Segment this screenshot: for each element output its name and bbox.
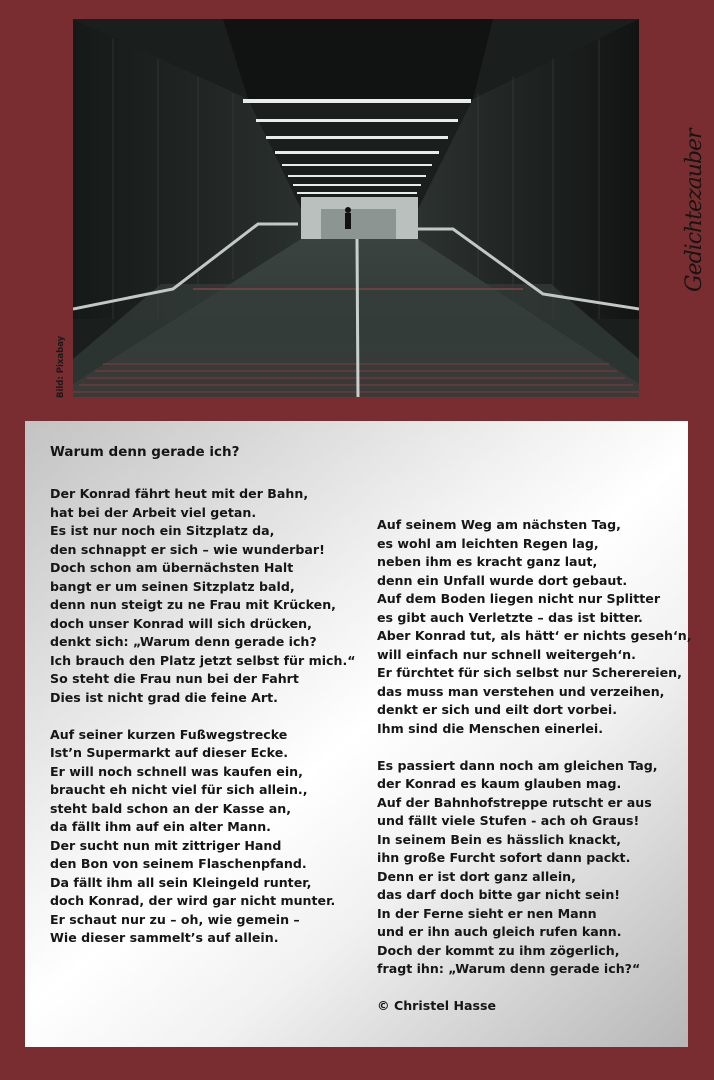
stanza-2	[50, 726, 356, 948]
poem-line: Aber Konrad tut, als hätt‘ er nichts geseh‘n,	[377, 628, 692, 643]
poem-line: Der sucht nun mit zittriger Hand	[50, 837, 282, 853]
signature-logo: Gedichtezauber	[682, 129, 707, 292]
poem-panel	[25, 421, 692, 1047]
poem-line: doch Konrad, der wird gar nicht munter.	[50, 893, 336, 908]
poem-line: Der Konrad fährt heut mit der Bahn,	[50, 486, 309, 501]
poem-line: neben ihm es kracht ganz laut,	[377, 554, 598, 569]
poem-line: es wohl am leichten Regen lag,	[377, 535, 599, 551]
poem-line: Doch der kommt zu ihm zögerlich,	[377, 942, 620, 958]
poem-line: Er schaut nur zu – oh, wie gemein –	[50, 911, 300, 927]
poem-column-left	[50, 485, 356, 966]
stanza-4	[377, 757, 692, 979]
poem-line: der Konrad es kaum glauben mag.	[377, 776, 622, 791]
poem-line: Auf seiner kurzen Fußwegstrecke	[50, 726, 288, 742]
poem-line: Dies ist nicht grad die feine Art.	[50, 689, 278, 705]
poem-line: das muss man verstehen und verzeihen,	[377, 683, 665, 699]
poem-line: So steht die Frau nun bei der Fahrt	[50, 671, 299, 686]
poem-line: denkt sich: „Warum denn gerade ich?	[50, 634, 317, 649]
poem-line: Es ist nur noch ein Sitzplatz da,	[50, 523, 275, 538]
poem-line: Doch schon am übernächsten Halt	[50, 560, 294, 575]
poem-line: den schnappt er sich – wie wunderbar!	[50, 541, 325, 557]
poem-line: fragt ihn: „Warum denn gerade ich?“	[377, 961, 641, 976]
poem-line: Er will noch schnell was kaufen ein,	[50, 763, 303, 779]
poem-line: bangt er um seinen Sitzplatz bald,	[50, 578, 295, 594]
stanza-1	[50, 485, 356, 707]
poem-line: Ihm sind die Menschen einerlei.	[377, 720, 603, 736]
poem-column-right	[377, 516, 692, 1016]
poem-line: ihn große Furcht sofort dann packt.	[377, 850, 631, 865]
poem-line: und er ihn auch gleich rufen kann.	[377, 924, 622, 939]
poem-line: und fällt viele Stufen - ach oh Graus!	[377, 813, 640, 828]
poem-line: steht bald schon an der Kasse an,	[50, 800, 292, 816]
poem-line: Auf der Bahnhofstreppe rutscht er aus	[377, 794, 652, 810]
stairway-photo	[73, 19, 639, 397]
poem-line: doch unser Konrad will sich drücken,	[50, 615, 312, 631]
poem-line: Ist’n Supermarkt auf dieser Ecke.	[50, 745, 289, 760]
poem-line: Auf dem Boden liegen nicht nur Splitter	[377, 591, 661, 606]
poem-line: Wie dieser sammelt’s auf allein.	[50, 930, 279, 945]
poem-line: Auf seinem Weg am nächsten Tag,	[377, 517, 621, 532]
poem-line: es gibt auch Verletzte – das ist bitter.	[377, 609, 643, 625]
poem-line: Er fürchtet für sich selbst nur Scherereien,	[377, 665, 682, 680]
photo-credit: Bild: Pixabay	[56, 335, 66, 398]
stanza-3	[377, 516, 692, 738]
poem-line: denkt er sich und eilt dort vorbei.	[377, 702, 617, 717]
poem-line: hat bei der Arbeit viel getan.	[50, 504, 257, 520]
poem-line: denn nun steigt zu ne Frau mit Krücken,	[50, 597, 336, 612]
poem-title: Warum denn gerade ich?	[50, 444, 240, 460]
poem-line: In seinem Bein es hässlich knackt,	[377, 831, 622, 847]
poem-line: das darf doch bitte gar nicht sein!	[377, 887, 621, 902]
stairway-illustration	[73, 19, 639, 397]
poem-line: Ich brauch den Platz jetzt selbst für mich.“	[50, 652, 356, 668]
poem-line: den Bon von seinem Flaschenpfand.	[50, 856, 307, 871]
poem-line: Da fällt ihm all sein Kleingeld runter,	[50, 874, 312, 890]
poem-line: Es passiert dann noch am gleichen Tag,	[377, 757, 658, 773]
poem-line: In der Ferne sieht er nen Mann	[377, 905, 597, 921]
poem-line: braucht eh nicht viel für sich allein.,	[50, 782, 308, 797]
poem-line: da fällt ihm auf ein alter Mann.	[50, 819, 271, 834]
poem-line: denn ein Unfall wurde dort gebaut.	[377, 572, 628, 588]
copyright-notice: © Christel Hasse	[377, 998, 497, 1013]
poem-line: will einfach nur schnell weitergeh‘n.	[377, 646, 636, 662]
poem-line: Denn er ist dort ganz allein,	[377, 868, 576, 884]
